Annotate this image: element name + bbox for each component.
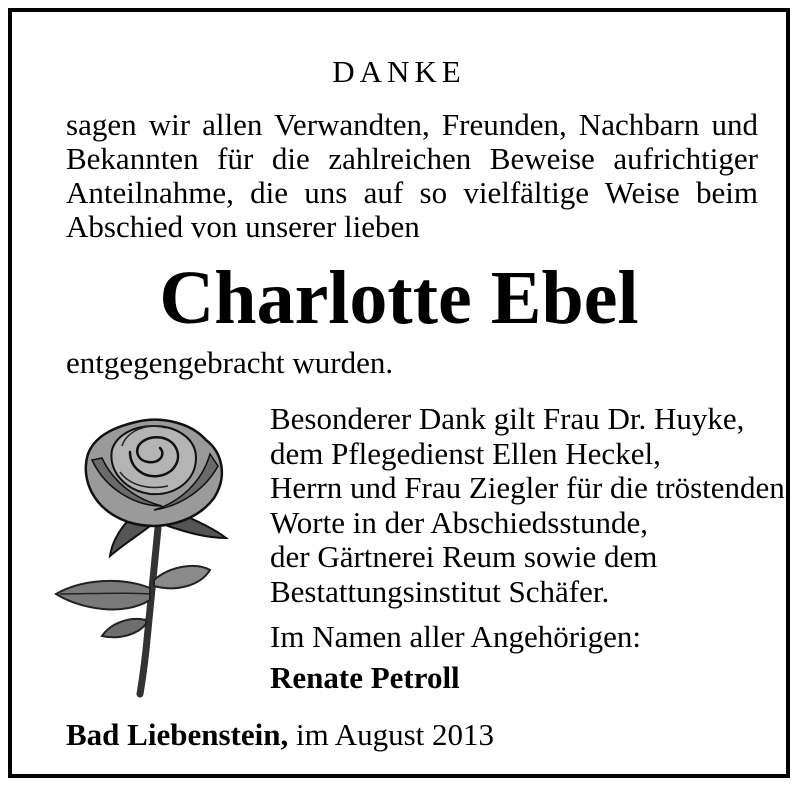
intro-line: Anteilnahme, die uns auf so vielfältige Weise beim [66,175,758,210]
place-date-text: im August 2013 [288,717,495,752]
notice-frame [8,8,790,778]
thanks-line: Besonderer Dank gilt Frau Dr. Huyke, [270,401,745,436]
notice-heading: DANKE [332,54,466,89]
after-name-text: entgegengebracht wurden. [66,345,394,380]
thanks-line: dem Pflegedienst Ellen Heckel, [270,435,661,471]
thanks-line: Worte in der Abschiedsstunde, [270,504,649,540]
on-behalf-text: Im Namen aller Angehörigen: [270,619,642,654]
intro-text [66,108,758,244]
thanks-line: Bestattungsinstitut Schäfer. [270,573,610,609]
intro-line: Bekannten für die zahlreichen Beweise aufrichtiger [66,141,758,176]
intro-line: sagen wir allen Verwandten, Freunden, Nachbarn und [66,107,758,142]
place-date [66,718,494,752]
place-city: Bad Liebenstein, [66,717,289,752]
thanks-line: der Gärtnerei Reum sowie dem [270,539,658,574]
thanks-line: Herrn und Frau Ziegler für die tröstenden [270,470,785,505]
intro-line: Abschied von unserer lieben [66,209,420,244]
special-thanks [270,401,785,609]
deceased-name: Charlotte Ebel [159,256,639,340]
rose-icon [50,410,240,700]
signer-name: Renate Petroll [270,660,460,695]
